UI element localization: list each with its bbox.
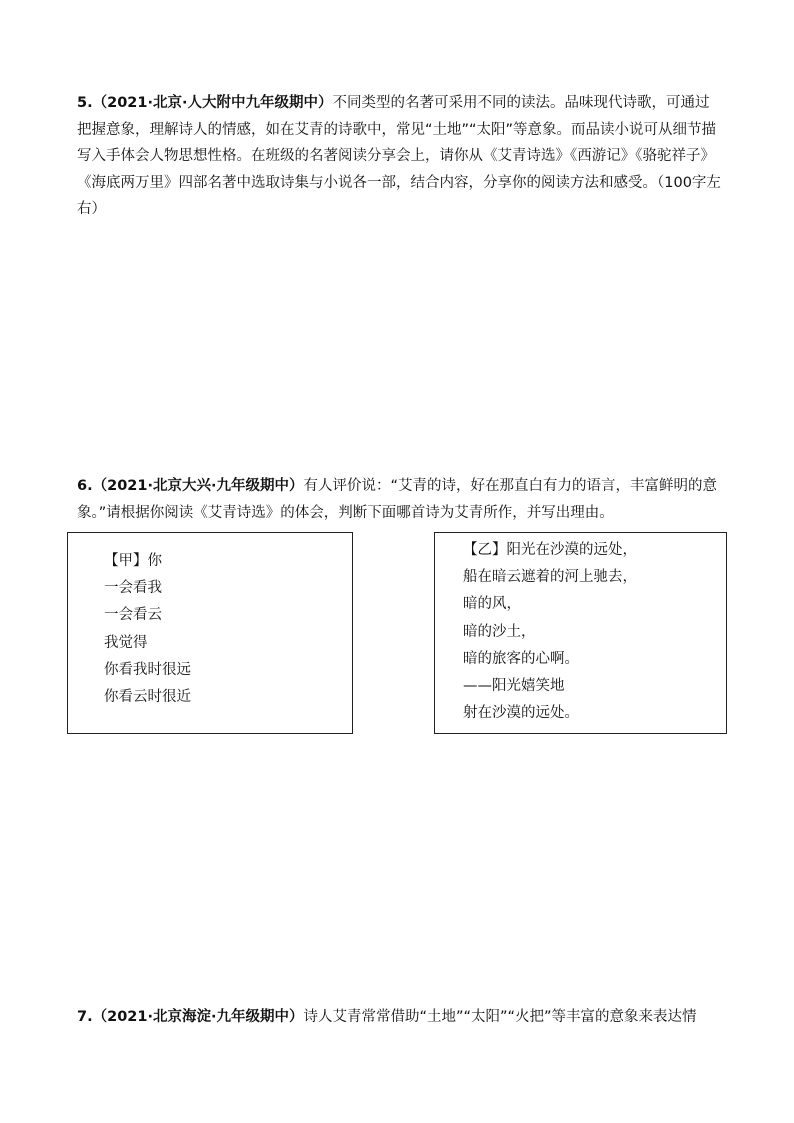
- poem-b-line: ——阳光嬉笑地: [463, 677, 565, 694]
- poem-a-line: 我觉得: [104, 634, 148, 651]
- poem-b-line: 【乙】阳光在沙漠的远处，: [463, 542, 637, 558]
- poem-b-line: 暗的旅客的心啊。: [463, 650, 579, 667]
- poem-b-box: [434, 532, 727, 734]
- poem-a-line: 一会看我: [104, 580, 162, 597]
- question-6-number: 6.: [77, 478, 93, 494]
- question-5-number: 5.: [77, 95, 93, 111]
- question-7-source: （2021·北京海淀·九年级期中）: [92, 1009, 304, 1025]
- poem-b-line: 船在暗云遮着的河上驰去，: [463, 569, 637, 586]
- question-6: [77, 473, 722, 526]
- poem-a-line: 你看云时很近: [104, 688, 191, 705]
- question-5: [77, 90, 722, 223]
- question-7: [77, 1004, 722, 1031]
- question-6-source: （2021·北京大兴·九年级期中）: [92, 478, 304, 494]
- poem-b-line: 射在沙漠的远处。: [463, 705, 579, 722]
- question-7-text: 诗人艾青常常借助“土地”“太阳”“火把”等丰富的意象来表达情: [303, 1009, 697, 1025]
- poem-b-line: 暗的沙土，: [463, 623, 536, 640]
- poem-a-line: 你看我时很远: [104, 661, 191, 678]
- poem-b-line: 暗的风，: [463, 596, 521, 613]
- poem-a-line: 【甲】你: [104, 553, 162, 569]
- question-6-text: 有人评价说：“艾青的诗，好在那直白有力的语言，丰富鲜明的意象。”请根据你阅读《艾青诗选》的体会，判断下面哪首诗为艾青所作，并写出理由。: [77, 478, 717, 521]
- question-7-number: 7.: [77, 1009, 93, 1025]
- question-5-source: （2021·北京·人大附中九年级期中）: [92, 95, 333, 111]
- question-5-text: 不同类型的名著可采用不同的读法。品味现代诗歌，可通过把握意象，理解诗人的情感，如在艾青的诗歌中，常见“土地”“太阳”等意象。而品读小说可从细节描写入手体会人物思想性格。在班级的名著阅读分享会上，请你从《艾青诗选》《西游记》《骆驼祥子》《海底两万里》四部名著中选取诗集与小说各一部，结合内容，分享你的阅读方法和感受。（100字左右）: [77, 95, 721, 218]
- poem-a-box: [67, 532, 353, 734]
- poem-a-line: 一会看云: [104, 607, 162, 624]
